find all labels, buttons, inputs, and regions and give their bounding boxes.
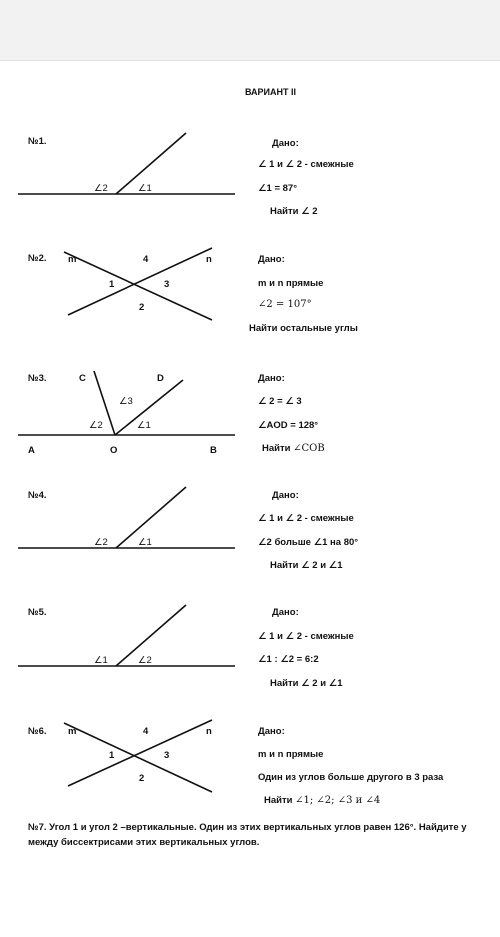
problem-2-given-line-2: ∠2 = 107° <box>258 299 312 310</box>
problem-6-number: №6. <box>28 726 47 737</box>
problem-4-angle-left-label: ∠2 <box>94 537 108 548</box>
problem-5-given-line-2: ∠1 : ∠2 = 6:2 <box>258 654 319 665</box>
problem-6-label-1: 1 <box>109 750 115 761</box>
problem-7-line-1: №7. Угол 1 и угол 2 –вертикальные. Один из этих вертикальных углов равен 126°. Найдите у <box>28 822 467 833</box>
problem-6-label-3: 3 <box>164 750 170 761</box>
problem-4-angle-right-label: ∠1 <box>138 537 152 548</box>
problem-6-find <box>264 796 380 806</box>
problem-5-find: Найти ∠ 2 и ∠1 <box>270 678 343 689</box>
problem-2-label-n: n <box>206 254 212 265</box>
problem-2-given-line-1: m и n прямые <box>258 278 324 289</box>
problem-3-number: №3. <box>28 373 47 384</box>
problem-5-given-heading: Дано: <box>272 607 299 618</box>
problem-6-label-2: 2 <box>139 773 145 784</box>
problem-6-find-prefix: Найти <box>264 795 296 806</box>
problem-3-label-o: O <box>110 445 118 456</box>
problem-3-given-heading: Дано: <box>258 373 285 384</box>
problem-6-label-m: m <box>68 726 77 737</box>
problem-6-given-line-2: Один из углов больше другого в 3 раза <box>258 772 444 783</box>
page-title: ВАРИАНТ II <box>245 87 297 97</box>
problem-4-find: Найти ∠ 2 и ∠1 <box>270 560 343 571</box>
problem-3-angle-1-label: ∠1 <box>137 420 151 431</box>
problem-5-angle-left-label: ∠1 <box>94 655 108 666</box>
problem-6-line-m <box>64 723 212 792</box>
problem-3-label-d: D <box>157 373 164 384</box>
problem-4-given-line-1: ∠ 1 и ∠ 2 - смежные <box>258 513 354 524</box>
problem-5-angle-right-label: ∠2 <box>138 655 152 666</box>
problem-3-angle-2-label: ∠2 <box>89 420 103 431</box>
problem-6-given-line-1: m и n прямые <box>258 749 324 760</box>
problem-3-label-b: B <box>210 445 217 456</box>
problem-2-find: Найти остальные углы <box>249 323 358 334</box>
problem-6-given-heading: Дано: <box>258 726 285 737</box>
problem-5-given-line-1: ∠ 1 и ∠ 2 - смежные <box>258 631 354 642</box>
problem-6-find-angles: ∠1; ∠2; ∠3 и ∠4 <box>295 795 381 806</box>
problem-1-given-line-2: ∠1 = 87° <box>258 183 297 194</box>
problem-1-given-heading: Дано: <box>272 138 299 149</box>
problem-1-angle-right-label: ∠1 <box>138 183 152 194</box>
problem-1-find: Найти ∠ 2 <box>270 206 318 217</box>
problem-3-find-prefix: Найти <box>262 443 294 454</box>
problem-3-angle-3-label: ∠3 <box>119 396 133 407</box>
problem-1-given-line-1: ∠ 1 и ∠ 2 - смежные <box>258 159 354 170</box>
problem-4-given-line-2: ∠2 больше ∠1 на 80° <box>258 537 359 548</box>
problem-3-label-a: A <box>28 445 35 456</box>
problem-7-line-2: между биссектрисами этих вертикальных углов. <box>28 837 260 848</box>
problem-2-label-3: 3 <box>164 279 170 290</box>
problem-2-label-4: 4 <box>143 254 149 265</box>
problem-4-number: №4. <box>28 490 47 501</box>
problem-5-number: №5. <box>28 607 47 618</box>
problem-7-text <box>28 820 500 850</box>
problem-1-number: №1. <box>28 136 47 147</box>
problem-2-number: №2. <box>28 253 47 264</box>
problem-2-label-m: m <box>68 254 77 265</box>
problem-2-label-1: 1 <box>109 279 115 290</box>
problem-3-label-c: C <box>79 373 86 384</box>
problem-6-label-n: n <box>206 726 212 737</box>
problem-3-given-line-1: ∠ 2 = ∠ 3 <box>258 396 302 407</box>
problem-6-label-4: 4 <box>143 726 149 737</box>
problem-4-given-heading: Дано: <box>272 490 299 501</box>
problem-1-angle-left-label: ∠2 <box>94 183 108 194</box>
problem-2-label-2: 2 <box>139 302 145 313</box>
problem-2-given-heading: Дано: <box>258 254 285 265</box>
problem-3-find-angle: ∠COB <box>293 443 325 454</box>
problem-3-given-line-2: ∠AOD = 128° <box>258 420 319 431</box>
